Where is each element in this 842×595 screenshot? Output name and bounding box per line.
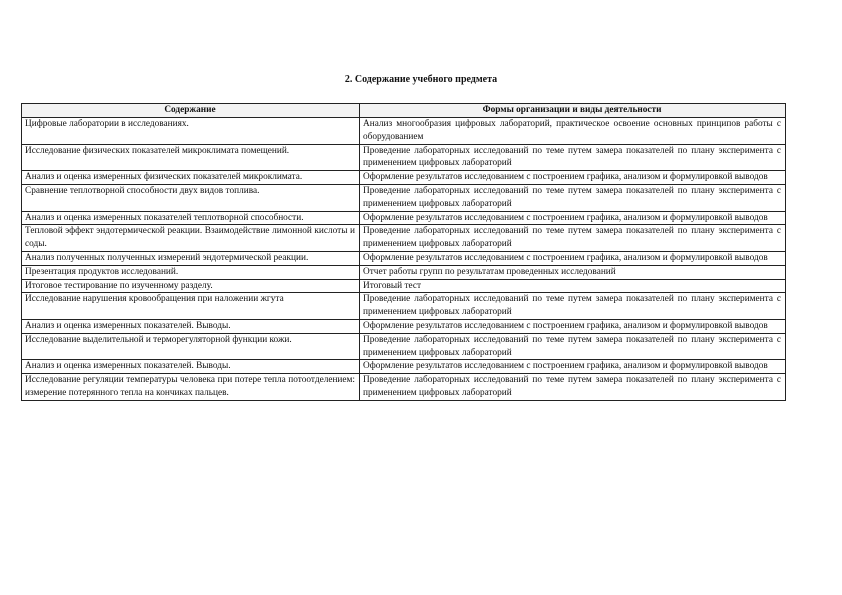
content-table bbox=[21, 103, 786, 401]
table-header-row bbox=[22, 104, 786, 118]
table-row bbox=[22, 333, 786, 360]
cell-content: Анализ и оценка измеренных показателей теплотворной способности. bbox=[22, 211, 360, 225]
table-row bbox=[22, 293, 786, 320]
table-row bbox=[22, 184, 786, 211]
table-row bbox=[22, 265, 786, 279]
table-row bbox=[22, 118, 786, 145]
table-row bbox=[22, 319, 786, 333]
cell-forms: Проведение лабораторных исследований по теме путем замера показателей по плану эксперимента с применением цифровых лабораторий bbox=[360, 184, 786, 211]
cell-content: Исследование физических показателей микроклимата помещений. bbox=[22, 144, 360, 171]
table-row bbox=[22, 360, 786, 374]
table-row bbox=[22, 251, 786, 265]
cell-content: Анализ и оценка измеренных показателей. Выводы. bbox=[22, 319, 360, 333]
cell-forms: Оформление результатов исследованием с построением графика, анализом и формулировкой выводов bbox=[360, 251, 786, 265]
cell-content: Цифровые лаборатории в исследованиях. bbox=[22, 118, 360, 145]
cell-content: Исследование выделительной и терморегуляторной функции кожи. bbox=[22, 333, 360, 360]
cell-forms: Анализ многообразия цифровых лабораторий, практическое освоение основных принципов работы с оборудованием bbox=[360, 118, 786, 145]
cell-content: Исследование нарушения кровообращения при наложении жгута bbox=[22, 293, 360, 320]
cell-content: Сравнение теплотворной способности двух видов топлива. bbox=[22, 184, 360, 211]
cell-forms: Отчет работы групп по результатам проведенных исследований bbox=[360, 265, 786, 279]
cell-content: Итоговое тестирование по изученному разделу. bbox=[22, 279, 360, 293]
cell-content: Анализ полученных полученных измерений эндотермической реакции. bbox=[22, 251, 360, 265]
table-row bbox=[22, 225, 786, 252]
cell-forms: Итоговый тест bbox=[360, 279, 786, 293]
cell-forms: Оформление результатов исследованием с построением графика, анализом и формулировкой выводов bbox=[360, 319, 786, 333]
cell-forms: Проведение лабораторных исследований по теме путем замера показателей по плану эксперимента с применением цифровых лабораторий bbox=[360, 225, 786, 252]
cell-forms: Оформление результатов исследованием с построением графика, анализом и формулировкой выводов bbox=[360, 211, 786, 225]
cell-forms: Оформление результатов исследованием с построением графика, анализом и формулировкой выводов bbox=[360, 360, 786, 374]
table-row bbox=[22, 374, 786, 401]
cell-content: Исследование регуляции температуры человека при потере тепла потоотделением: измерение потерянного тепла на кончиках пальцев. bbox=[22, 374, 360, 401]
table-row bbox=[22, 144, 786, 171]
cell-content: Презентация продуктов исследований. bbox=[22, 265, 360, 279]
cell-forms: Проведение лабораторных исследований по теме путем замера показателей по плану эксперимента с применением цифровых лабораторий bbox=[360, 374, 786, 401]
header-content: Содержание bbox=[22, 104, 360, 118]
table-row bbox=[22, 211, 786, 225]
cell-forms: Проведение лабораторных исследований по теме путем замера показателей по плану эксперимента с применением цифровых лабораторий bbox=[360, 333, 786, 360]
cell-content: Анализ и оценка измеренных физических показателей микроклимата. bbox=[22, 171, 360, 185]
cell-content: Тепловой эффект эндотермической реакции. Взаимодействие лимонной кислоты и соды. bbox=[22, 225, 360, 252]
cell-content: Анализ и оценка измеренных показателей. Выводы. bbox=[22, 360, 360, 374]
cell-forms: Оформление результатов исследованием с построением графика, анализом и формулировкой выводов bbox=[360, 171, 786, 185]
cell-forms: Проведение лабораторных исследований по теме путем замера показателей по плану эксперимента с применением цифровых лабораторий bbox=[360, 293, 786, 320]
page-title: 2. Содержание учебного предмета bbox=[344, 74, 498, 85]
table-row bbox=[22, 279, 786, 293]
table-row bbox=[22, 171, 786, 185]
cell-forms: Проведение лабораторных исследований по теме путем замера показателей по плану эксперимента с применением цифровых лабораторий bbox=[360, 144, 786, 171]
header-forms: Формы организации и виды деятельности bbox=[360, 104, 786, 118]
